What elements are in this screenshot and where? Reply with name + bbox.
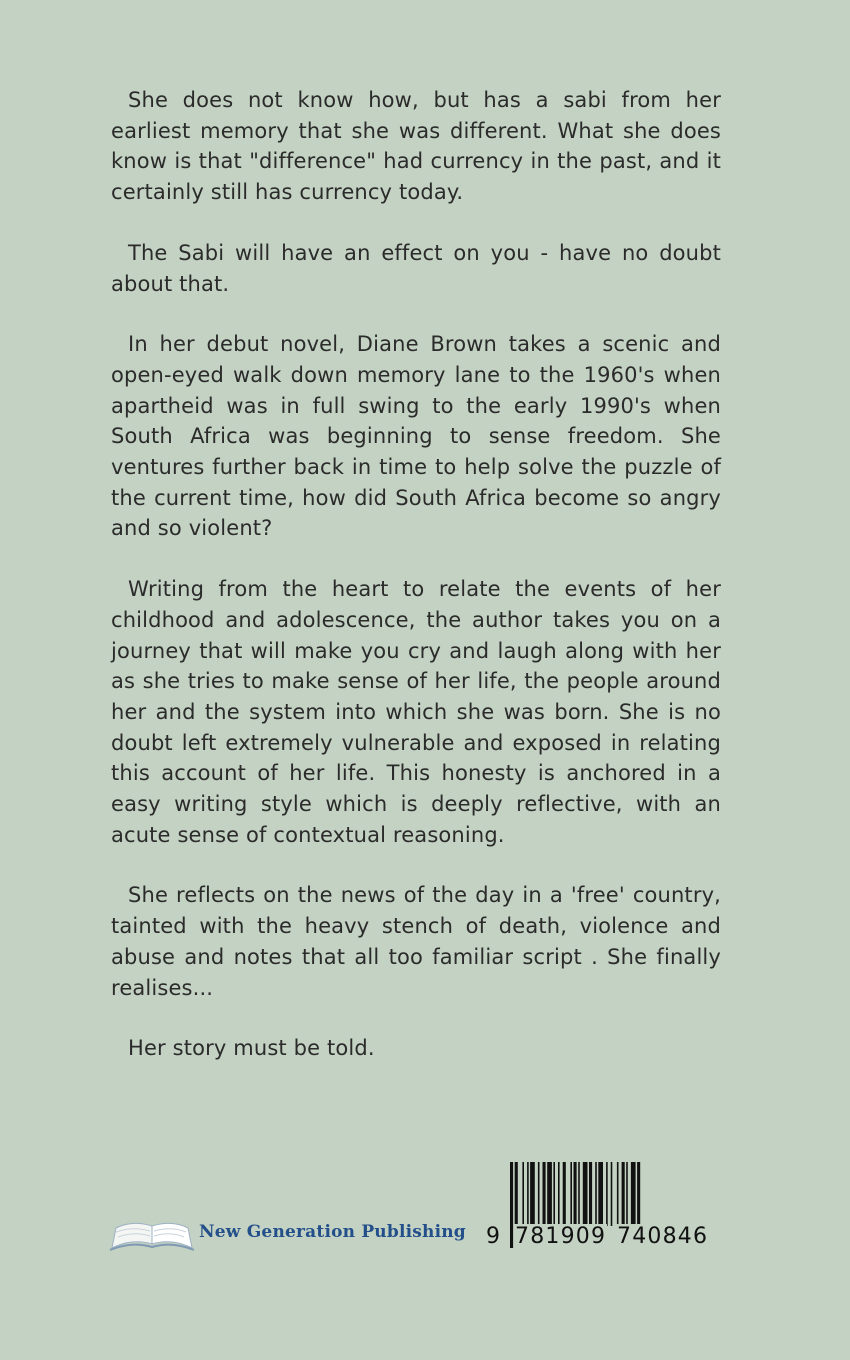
barcode-bar xyxy=(543,1162,546,1226)
barcode-bar xyxy=(530,1162,535,1226)
open-book-icon xyxy=(110,1214,194,1252)
isbn-lead-digit: 9 xyxy=(486,1224,500,1249)
barcode-bar xyxy=(583,1162,588,1226)
barcode-bar xyxy=(538,1162,540,1226)
blurb-paragraph: Writing from the heart to relate the events of her childhood and adolescence, the author takes you on a journey that will make you cry and laugh along with her as she tries to make sense of her life, the people around her and the system into which she was born. She is no doubt left extremely vulnerable and exposed in relating this account of her life. This honesty is anchored in a easy writing style which is deeply reflective, with an acute sense of contextual reasoning. xyxy=(111,577,721,847)
isbn-barcode xyxy=(486,1160,726,1255)
blurb-paragraph: The Sabi will have an effect on you - have no doubt about that. xyxy=(111,240,721,296)
barcode-bar xyxy=(558,1162,560,1226)
barcode-bar xyxy=(617,1162,619,1226)
barcode-bar xyxy=(611,1162,613,1226)
barcode-bar xyxy=(595,1162,597,1226)
blurb-paragraph: She reflects on the news of the day in a 'free' country, tainted with the heavy stench of death, violence and abuse and notes that all too familiar script . She finally realises... xyxy=(111,883,721,1000)
barcode-bar xyxy=(563,1162,566,1226)
barcode-bar xyxy=(598,1162,603,1226)
isbn-left-group: 781909 xyxy=(515,1224,607,1249)
barcode-bar xyxy=(522,1162,524,1226)
barcode-bar xyxy=(626,1162,628,1226)
publisher-logo xyxy=(110,1214,466,1254)
blurb-paragraph: She does not know how, but has a sabi from her earliest memory that she was different. What she does know is that "difference" had currency in the past, and it certainly still has currency today. xyxy=(111,88,721,205)
isbn-right-group: 740846 xyxy=(617,1224,709,1249)
barcode-bar xyxy=(510,1162,513,1248)
barcode-bar xyxy=(631,1162,636,1226)
publisher-name: New Generation Publishing xyxy=(199,1222,466,1242)
barcode-bar xyxy=(589,1162,592,1226)
barcode-bar xyxy=(622,1162,625,1226)
back-cover-blurb xyxy=(111,85,721,1094)
barcode-bar xyxy=(606,1162,608,1226)
barcode-bar xyxy=(547,1162,552,1226)
blurb-paragraph: In her debut novel, Diane Brown takes a scenic and open-eyed walk down memory lane to the 1960's when apartheid was in full swing to the early 1990's when South Africa was beginning to sense freedom. She ventures further back in time to help solve the puzzle of the current time, how did South Africa become so angry and so violent? xyxy=(111,332,721,541)
barcode-bar xyxy=(527,1162,529,1226)
blurb-paragraph: Her story must be told. xyxy=(128,1036,375,1061)
barcode-bar xyxy=(553,1162,555,1226)
barcode-bar xyxy=(570,1162,572,1226)
